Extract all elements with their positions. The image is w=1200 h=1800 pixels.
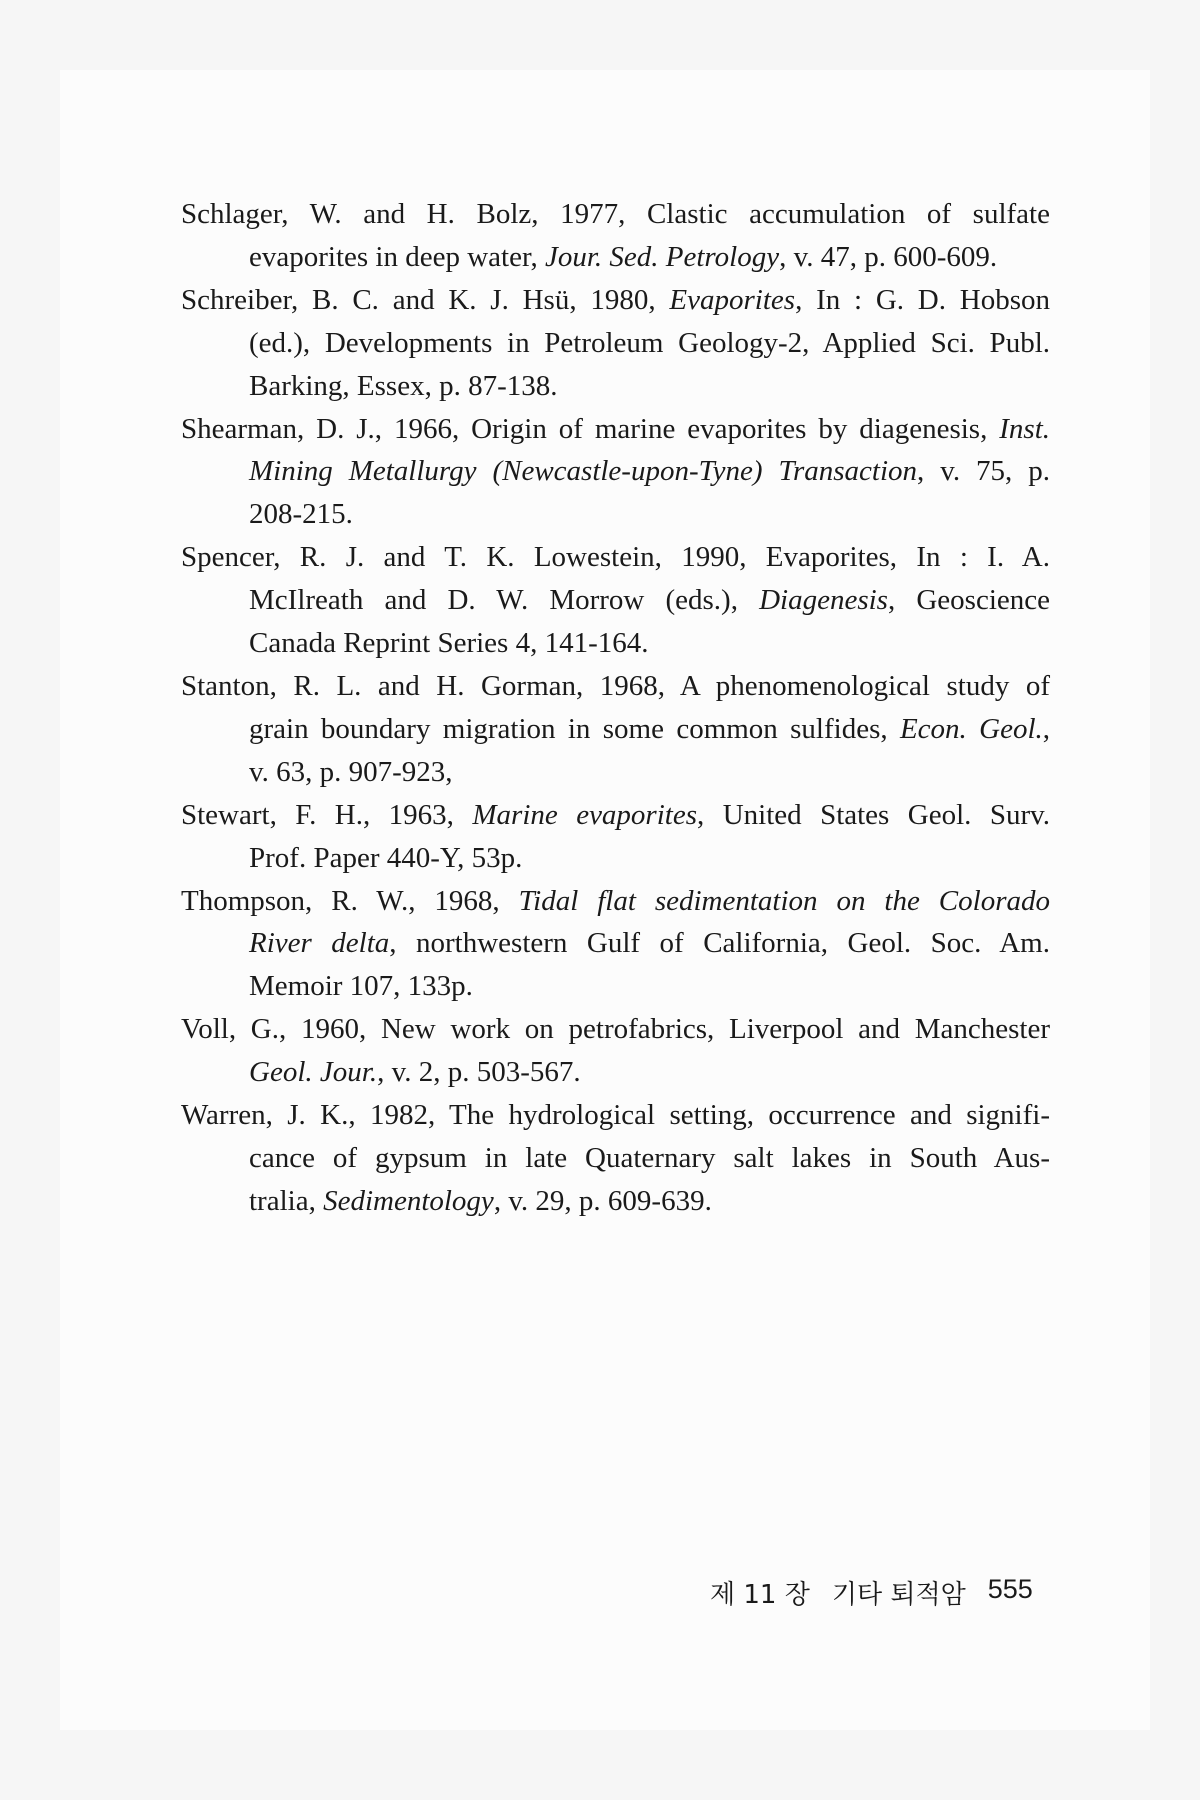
reference-line <box>181 965 1050 1008</box>
reference-text: tralia, <box>249 1184 324 1217</box>
reference-line <box>181 1180 1050 1223</box>
reference-text: , v. 2, p. 503-567. <box>377 1056 581 1089</box>
reference-list <box>181 193 1050 1223</box>
reference-text: Memoir 107, 133p. <box>249 970 473 1003</box>
reference-entry <box>181 1008 1050 1094</box>
reference-text: Spencer, R. J. and T. K. Lowestein, 1990, Evaporites, In : I. A. <box>181 541 1050 574</box>
page-footer <box>710 1574 1033 1611</box>
reference-entry <box>181 880 1050 1009</box>
chapter-label: 제 11 장 <box>710 1580 810 1610</box>
italic-title-text: Jour. Sed. Petrology <box>544 240 780 273</box>
reference-line <box>181 450 1050 493</box>
reference-text: , Geoscience <box>887 584 1050 617</box>
reference-line <box>181 365 1050 408</box>
reference-text: 208-215. <box>249 498 353 531</box>
reference-text: Warren, J. K., 1982, The hydrological setting, occurrence and signifi- <box>181 1099 1050 1132</box>
reference-text: Barking, Essex, p. 87-138. <box>249 369 558 402</box>
reference-entry <box>181 536 1050 665</box>
reference-entry <box>181 1094 1050 1223</box>
reference-text: , northwestern Gulf of California, Geol. Soc. Am. <box>389 927 1050 960</box>
reference-text: , v. 75, p. <box>917 455 1050 488</box>
reference-line <box>181 1008 1050 1051</box>
reference-line <box>181 236 1050 279</box>
italic-title-text: Econ. Geol. <box>899 712 1043 745</box>
italic-title-text: Mining Metallurgy (Newcastle-upon-Tyne) Transaction <box>249 455 918 488</box>
reference-line <box>181 493 1050 536</box>
reference-line <box>181 794 1050 837</box>
reference-line <box>181 880 1050 923</box>
reference-line <box>181 536 1050 579</box>
reference-text: Schlager, W. and H. Bolz, 1977, Clastic accumulation of sulfate <box>181 198 1050 230</box>
reference-text: Thompson, R. W., 1968, <box>181 884 519 917</box>
reference-entry <box>181 193 1050 279</box>
reference-text: evaporites in deep water, <box>249 240 545 273</box>
reference-line <box>181 922 1050 965</box>
italic-title-text: Tidal flat sedimentation on the Colorado <box>518 884 1050 917</box>
reference-line <box>181 579 1050 622</box>
italic-title-text: Marine evaporites <box>472 798 697 831</box>
reference-entry <box>181 665 1050 794</box>
reference-line <box>181 665 1050 708</box>
italic-title-text: Inst. <box>999 412 1050 445</box>
reference-text: grain boundary migration in some common sulfides, <box>249 712 900 745</box>
reference-line <box>181 1051 1050 1094</box>
page-number: 555 <box>987 1574 1033 1604</box>
reference-text: Stewart, F. H., 1963, <box>181 798 473 831</box>
reference-line <box>181 622 1050 665</box>
reference-text: , <box>1042 712 1050 745</box>
italic-title-text: Evaporites <box>669 283 796 316</box>
reference-text: Voll, G., 1960, New work on petrofabrics, Liverpool and Manchester <box>181 1013 1050 1046</box>
reference-entry <box>181 408 1050 537</box>
reference-line <box>181 708 1050 751</box>
italic-title-text: Sedimentology <box>323 1184 494 1217</box>
reference-text: Shearman, D. J., 1966, Origin of marine evaporites by diagenesis, <box>181 412 1000 445</box>
reference-text: v. 63, p. 907-923, <box>249 755 453 788</box>
italic-title-text: Geol. Jour. <box>249 1056 378 1089</box>
reference-line <box>181 193 1050 236</box>
reference-line <box>181 322 1050 365</box>
reference-text: Canada Reprint Series 4, 141-164. <box>249 627 649 660</box>
reference-entry <box>181 279 1050 408</box>
reference-line <box>181 837 1050 880</box>
reference-text: , In : G. D. Hobson <box>795 283 1050 316</box>
reference-line <box>181 1094 1050 1137</box>
reference-text: , v. 47, p. 600-609. <box>779 240 998 273</box>
italic-title-text: River delta <box>249 927 390 960</box>
reference-line <box>181 751 1050 794</box>
chapter-title: 기타 퇴적암 <box>831 1580 966 1610</box>
reference-entry <box>181 794 1050 880</box>
reference-line <box>181 279 1050 322</box>
reference-text: (ed.), Developments in Petroleum Geology-2, Applied Sci. Publ. <box>249 326 1050 359</box>
reference-text: , United States Geol. Surv. <box>697 798 1051 831</box>
reference-text: McIlreath and D. W. Morrow (eds.), <box>249 584 760 617</box>
reference-text: Schreiber, B. C. and K. J. Hsü, 1980, <box>181 283 670 316</box>
reference-text: , v. 29, p. 609-639. <box>493 1184 712 1217</box>
reference-text: cance of gypsum in late Quaternary salt lakes in South Aus- <box>249 1141 1050 1174</box>
reference-text: Stanton, R. L. and H. Gorman, 1968, A phenomenological study of <box>181 669 1050 702</box>
reference-line <box>181 1137 1050 1180</box>
italic-title-text: Diagenesis <box>759 584 888 617</box>
reference-line <box>181 408 1050 451</box>
reference-text: Prof. Paper 440-Y, 53p. <box>249 841 523 874</box>
